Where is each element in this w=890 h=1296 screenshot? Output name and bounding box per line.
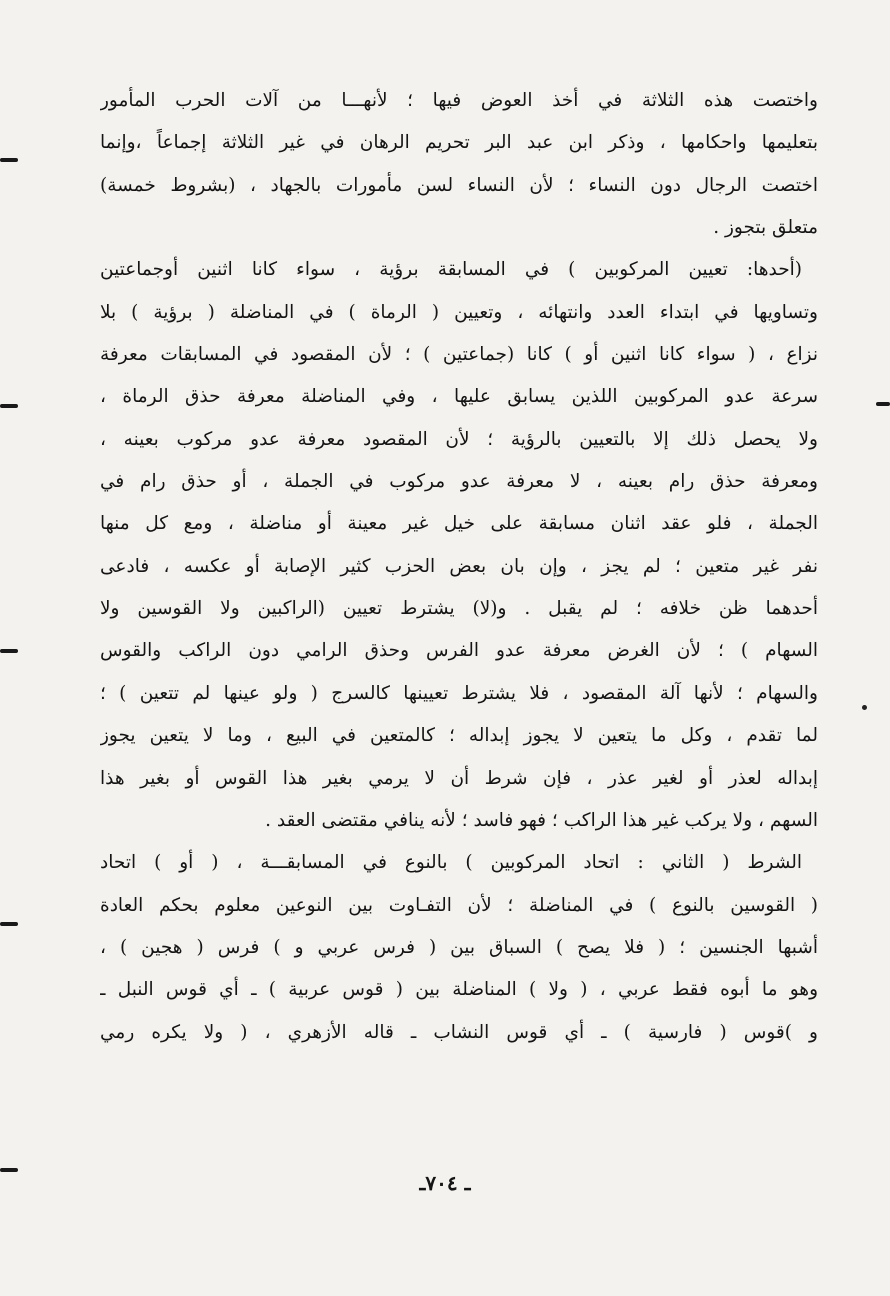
text-line: نزاع ، ( سواء كانا اثنين أو ) كانا (جماعتين ) ؛ لأن المقصود في المسابقات معرفة xyxy=(100,344,818,366)
scan-edge-mark xyxy=(0,1168,18,1172)
text-line: نفر غير متعين ؛ لم يجز ، وإن بان بعض الحزب كثير الإصابة أو عكسه ، فادعى xyxy=(100,555,818,577)
text-line: (أحدها: تعيين المركوبين ) في المسابقة برؤية ، سواء كانا اثنين أوجماعتين xyxy=(100,259,802,281)
text-line: الجملة ، فلو عقد اثنان مسابقة على خيل غير معينة أو مناضلة ، ومع كل منها xyxy=(100,513,818,535)
scan-speck xyxy=(862,705,867,710)
scan-edge-mark xyxy=(876,402,890,406)
text-line: الشرط ( الثاني : اتحاد المركوبين ) بالنوع في المسابقـــة ، ( أو ) اتحاد xyxy=(100,852,802,874)
text-line: أحدهما ظن خلافه ؛ لم يقبل . و(لا) يشترط تعيين (الراكبين ولا القوسين ولا xyxy=(100,598,818,620)
text-line: بتعليمها واحكامها ، وذكر ابن عبد البر تحريم الرهان في غير الثلاثة إجماعاً ،وإنما xyxy=(100,132,818,154)
scan-edge-mark xyxy=(0,649,18,653)
text-line: سرعة عدو المركوبين اللذين يسابق عليها ، وفي المناضلة معرفة حذق الرماة ، xyxy=(100,386,818,408)
text-line: أشبها الجنسين ؛ ( فلا يصح ) السباق بين ( فرس عربي و ) فرس ( هجين ) ، xyxy=(100,936,818,958)
text-line: اختصت الرجال دون النساء ؛ لأن النساء لسن مأمورات بالجهاد ، (بشروط خمسة) xyxy=(100,174,818,196)
scan-edge-mark xyxy=(0,404,18,408)
text-line: والسهام ؛ لأنها آلة المقصود ، فلا يشترط تعيينها كالسرج ( ولو عينها لم تتعين ) ؛ xyxy=(100,682,818,704)
text-line: واختصت هذه الثلاثة في أخذ العوض فيها ؛ لأنهـــا من آلات الحرب المأمور xyxy=(100,90,818,111)
text-line: لما تقدم ، وكل ما يتعين لا يجوز إبداله ؛ كالمتعين في البيع ، وما لا يتعين يجوز xyxy=(100,725,818,747)
page-number: ـ ٧٠٤ـ xyxy=(419,1171,471,1195)
text-line: ومعرفة حذق رام بعينه ، لا معرفة عدو مركوب في الجملة ، أو حذق رام في xyxy=(100,471,818,493)
text-line: ولا يحصل ذلك إلا بالتعيين بالرؤية ؛ لأن المقصود معرفة عدو مركوب بعينه ، xyxy=(100,428,818,450)
text-line: ( القوسين بالنوع ) في المناضلة ؛ لأن التفـاوت بين النوعين معلوم بحكم العادة xyxy=(100,894,818,916)
text-line: السهم ، ولا يركب غير هذا الراكب ؛ فهو فاسد ؛ لأنه ينافي مقتضى العقد . xyxy=(265,809,818,831)
text-line: السهام ) ؛ لأن الغرض معرفة عدو الفرس وحذق الرامي دون الراكب والقوس xyxy=(100,640,818,662)
text-line: وهو ما أبوه فقط عربي ، ( ولا ) المناضلة بين ( قوس عربية ) ـ أي قوس النبل ـ xyxy=(100,979,818,1001)
text-line: و )قوس ( فارسية ) ـ أي قوس النشاب ـ قاله الأزهري ، ( ولا يكره رمي xyxy=(100,1021,818,1043)
text-line: وتساويها في ابتداء العدد وانتهائه ، وتعيين ( الرماة ) في المناضلة ( برؤية ) بلا xyxy=(100,301,818,323)
text-line: متعلق بتجوز . xyxy=(713,217,818,239)
scan-edge-mark xyxy=(0,922,18,926)
text-line: إبداله لعذر أو لغير عذر ، فإن شرط أن لا يرمي بغير هذا القوس أو بغير هذا xyxy=(100,767,818,789)
body-text xyxy=(100,80,818,1054)
scan-edge-mark xyxy=(0,158,18,162)
